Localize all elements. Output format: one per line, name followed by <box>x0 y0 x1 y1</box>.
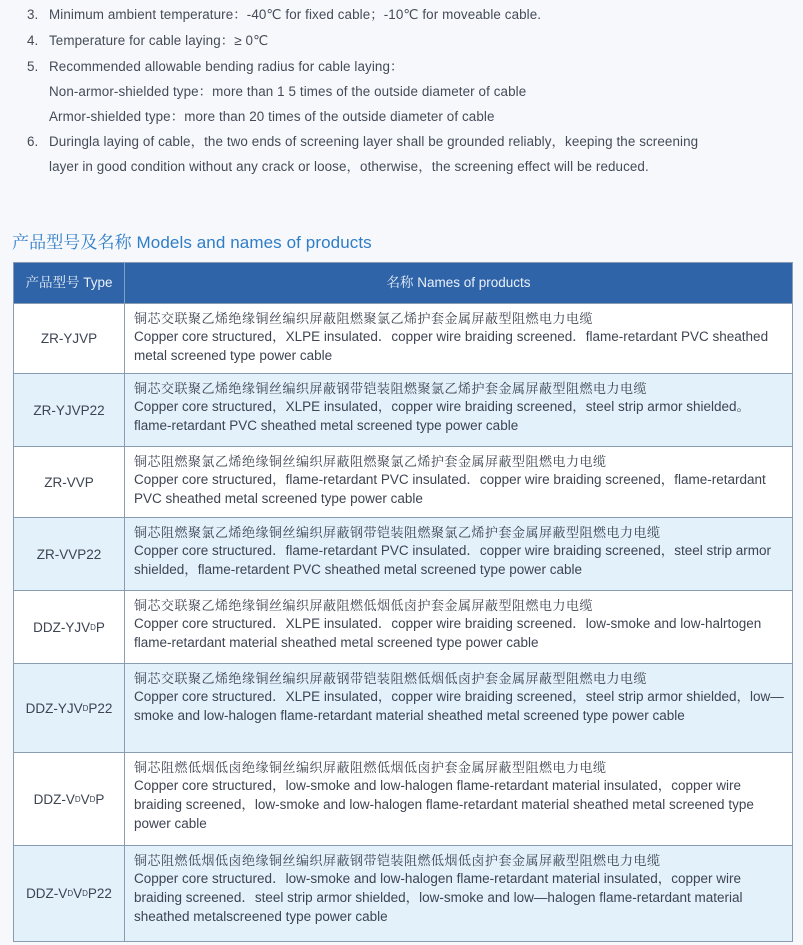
note-number: 6. <box>27 134 39 149</box>
type-text: DDZ-V <box>33 791 75 807</box>
product-name-cn: 铜芯阻燃聚氯乙烯绝缘铜丝编织屏蔽阻燃聚氯乙烯护套金属屏蔽型阻燃电力电缆 <box>134 454 607 469</box>
header-name: 名称 Names of products <box>386 275 531 290</box>
product-name-cn: 铜芯交联聚乙烯绝缘铜丝编织屏蔽钢带铠装阻燃低烟低卤护套金属屏蔽型阻燃电力电缆 <box>134 671 648 686</box>
header-type: 产品型号 Type <box>14 263 125 303</box>
type-subscript: D <box>67 889 74 898</box>
product-name-cn: 铜芯阻燃低烟低卤绝缘铜丝编织屏蔽阻燃低烟低卤护套金属屏蔽型阻燃电力电缆 <box>134 760 607 775</box>
product-name-en: Copper core structured，XLPE insulated，copper wire braiding screened，steel strip armor shielded。flame-retardant PVC sheathed metal screened type power cable <box>134 399 751 433</box>
table-row <box>14 590 792 663</box>
table-header <box>14 263 792 303</box>
product-name <box>134 670 784 725</box>
product-type <box>14 591 125 663</box>
product-name-cn: 铜芯交联聚乙烯绝缘铜丝编织屏蔽阻燃聚氯乙烯护套金属屏蔽型阻燃电力电缆 <box>134 311 594 326</box>
product-name <box>134 453 784 508</box>
note-text: Recommended allowable bending radius for cable laying： <box>49 59 404 74</box>
note-text: Temperature for cable laying：≥ 0℃ <box>49 33 269 48</box>
product-type <box>14 374 125 446</box>
note-text: Duringla laying of cable，the two ends of screening layer shall be grounded reliably，keeping the screening <box>49 134 699 149</box>
type-subscript: D <box>90 622 96 632</box>
product-name-en: Copper core structured，XLPE insulated．copper wire braiding screened．flame-retardant PVC sheathed metal screened type power cable <box>134 329 769 363</box>
product-type <box>14 846 125 941</box>
product-type <box>14 664 125 752</box>
type-text: V <box>80 791 90 807</box>
product-name-en: Copper core structured．XLPE insulated，copper wire braiding screened，steel strip armor shielded，low—smoke and low-halogen flame-retardant material sheathed metal screened type power cable <box>134 689 784 723</box>
product-type <box>14 518 125 590</box>
table-row <box>14 663 792 752</box>
note-text: Non-armor-shielded type：more than 1 5 times of the outside diameter of cable <box>49 84 527 99</box>
product-type <box>14 753 125 845</box>
products-table <box>13 262 793 942</box>
table-row <box>14 446 792 517</box>
type-subscript: D <box>89 794 96 804</box>
type-text: DDZ-YJV <box>25 700 83 716</box>
product-name-en: Copper core structured，low-smoke and low-halogen flame-retardant material insulated，copper wire braiding screened，low-smoke and low-halogen flame-retardant material sheathed metal screened type power cable <box>134 778 754 831</box>
product-name-cn: 铜芯阻燃聚氯乙烯绝缘铜丝编织屏蔽钢带铠装阻燃聚氯乙烯护套金属屏蔽型阻燃电力电缆 <box>134 525 661 540</box>
type-text: DDZ-YJV <box>33 619 91 635</box>
note-text: Minimum ambient temperature：-40℃ for fixed cable；-10℃ for moveable cable. <box>49 7 542 22</box>
product-name-en: Copper core structured．XLPE insulated．copper wire braiding screened．low-smoke and low-halrtogen flame-retardant material sheathed metal screened type power cable <box>134 616 762 650</box>
type-text: ZR-VVP <box>44 474 94 490</box>
type-text: ZR-VVP22 <box>36 546 102 562</box>
note-number: 4. <box>27 33 39 48</box>
product-name <box>134 759 784 833</box>
type-subscript: D <box>74 794 81 804</box>
product-name-en: Copper core structured，flame-retardant PVC insulated．copper wire braiding screened，flame-retardant PVC sheathed metal screened type power cable <box>134 472 766 506</box>
type-text: P22 <box>87 886 112 901</box>
product-name <box>134 524 784 579</box>
product-name-cn: 铜芯阻燃低烟低卤绝缘铜丝编织屏蔽钢带铠装阻燃低烟低卤护套金属屏蔽型阻燃电力电缆 <box>134 853 661 868</box>
product-name-en: Copper core structured．flame-retardant PVC insulated．copper wire braiding screened，steel strip armor shielded，flame-retardent PVC sheathed metal screened type power cable <box>134 543 772 577</box>
type-text: DDZ-V <box>26 886 68 901</box>
note-number: 5. <box>27 59 39 74</box>
type-text: P <box>95 619 105 635</box>
table-row <box>14 517 792 590</box>
product-name <box>134 380 784 435</box>
section-title: 产品型号及名称 Models and names of products <box>12 233 372 252</box>
product-type <box>14 447 125 517</box>
type-subscript: D <box>82 889 88 898</box>
type-subscript: D <box>82 703 89 713</box>
product-name-en: Copper core structured．low-smoke and low-halogen flame-retardant material insulated，copper wire braiding screened．steel strip armor shielded，low-smoke and low—halogen flame-retardant material sheathed metalscreened type power cable <box>134 871 743 924</box>
table-row <box>14 845 792 941</box>
product-type <box>14 304 125 373</box>
table-row <box>14 303 792 373</box>
product-name-cn: 铜芯交联聚乙烯绝缘铜丝编织屏蔽钢带铠装阻燃聚氯乙烯护套金属屏蔽型阻燃电力电缆 <box>134 381 648 396</box>
product-name <box>134 852 784 926</box>
product-name-cn: 铜芯交联聚乙烯绝缘铜丝编织屏蔽阻燃低烟低卤护套金属屏蔽型阻燃电力电缆 <box>134 598 594 613</box>
type-text: P <box>95 791 105 807</box>
type-text: V <box>73 886 83 901</box>
note-text: Armor-shielded type：more than 20 times of the outside diameter of cable <box>49 109 495 124</box>
product-name <box>134 310 784 365</box>
type-text: P22 <box>88 700 113 716</box>
note-number: 3. <box>27 7 39 22</box>
table-row <box>14 752 792 845</box>
note-text: layer in good condition without any crack or loose，otherwise，the screening effect will be reduced. <box>49 159 649 174</box>
type-text: ZR-YJVP22 <box>33 402 105 418</box>
product-name <box>134 597 784 652</box>
table-row <box>14 373 792 446</box>
type-text: ZR-YJVP <box>40 331 98 346</box>
